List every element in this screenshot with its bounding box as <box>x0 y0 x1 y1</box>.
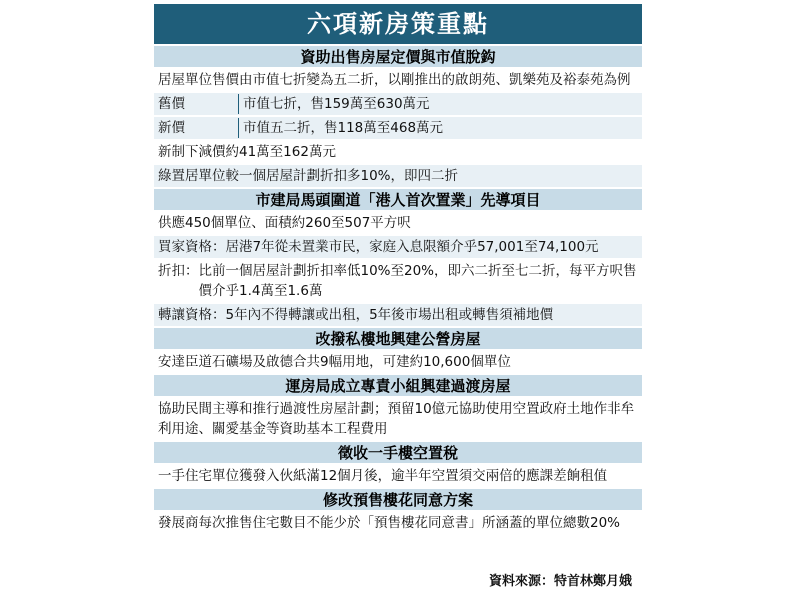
section-header-2: 市建局馬頭圍道「港人首次置業」先導項目 <box>154 189 642 210</box>
s6-text: 發展商每次推售住宅數目不能少於「預售樓花同意書」所涵蓋的單位總數20% <box>154 512 642 534</box>
new-price-label: 新價 <box>158 120 185 136</box>
section-header-1: 資助出售房屋定價與市值脫鈎 <box>154 46 642 67</box>
section-header-6: 修改預售樓花同意方案 <box>154 489 642 510</box>
old-price-label: 舊價 <box>158 96 185 112</box>
s5-text: 一手住宅單位獲發入伙紙滿12個月後，逾半年空置須交兩倍的應課差餉租值 <box>154 465 642 487</box>
buyer-label: 買家資格： <box>158 239 226 255</box>
section-header-4: 運房局成立專責小組興建過渡房屋 <box>154 375 642 396</box>
s2-discount-row <box>154 260 642 302</box>
s2-supply: 供應450個單位、面積約260至507平方呎 <box>154 212 642 234</box>
s1-green-form: 綠置居單位較一個居屋計劃折扣多10%，即四二折 <box>154 165 642 187</box>
s1-reduction: 新制下減價約41萬至162萬元 <box>154 141 642 163</box>
transfer-value: 5年內不得轉讓或出租，5年後市場出租或轉售須補地價 <box>225 307 554 323</box>
s4-text: 協助民間主導和推行過渡性房屋計劃；預留10億元協助使用空置政府土地作非牟利用途、關愛基金等資助基本工程費用 <box>154 398 642 440</box>
old-price-row <box>154 93 642 115</box>
old-price-value: 市值七折，售159萬至630萬元 <box>238 94 638 114</box>
section-header-3: 改撥私樓地興建公營房屋 <box>154 328 642 349</box>
s1-intro: 居屋單位售價由市值七折變為五二折，以剛推出的啟朗苑、凱樂苑及裕泰苑為例 <box>154 69 642 91</box>
section-header-5: 徵收一手樓空置稅 <box>154 442 642 463</box>
discount-value: 比前一個居屋計劃折扣率低10%至20%，即六二折至七二折，每平方呎售價介乎1.4萬至1.6萬 <box>198 263 637 299</box>
buyer-value: 居港7年從未置業市民，家庭入息限額介乎57,001至74,100元 <box>225 239 599 255</box>
s3-text: 安達臣道石礦場及啟德合共9幅用地，可建約10,600個單位 <box>154 351 642 373</box>
page-title: 六項新房策重點 <box>154 4 642 44</box>
source-credit: 資料來源：特首林鄭月娥 <box>488 574 632 589</box>
new-price-row <box>154 117 642 139</box>
infographic-card <box>154 4 642 593</box>
new-price-value: 市值五二折，售118萬至468萬元 <box>238 118 638 138</box>
s2-buyer-row <box>154 236 642 258</box>
s2-transfer-row <box>154 304 642 326</box>
discount-label: 折扣： <box>158 263 199 279</box>
transfer-label: 轉讓資格： <box>158 307 226 323</box>
